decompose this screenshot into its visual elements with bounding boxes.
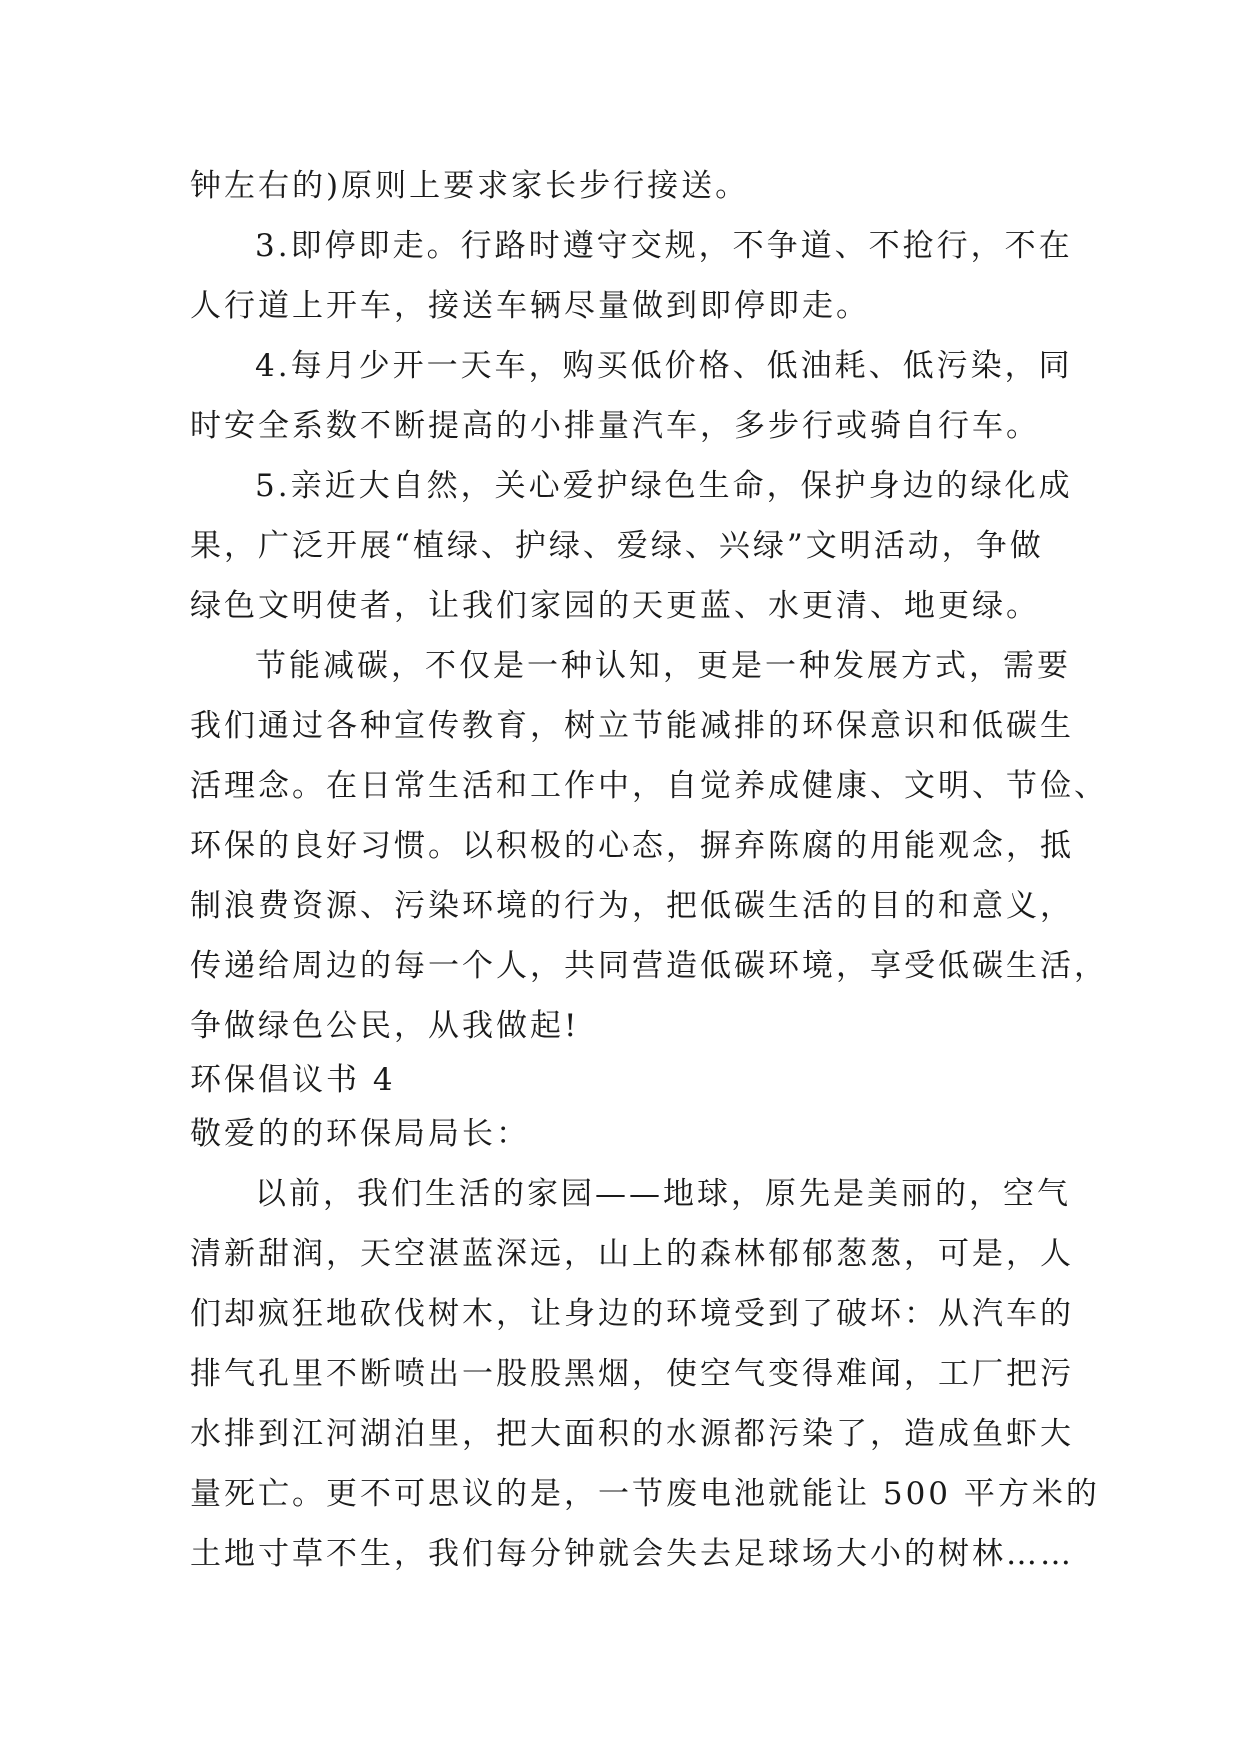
text-line: 环保的良好习惯。以积极的心态，摒弃陈腐的用能观念，抵 bbox=[190, 828, 1074, 864]
text-line: 排气孔里不断喷出一股股黑烟，使空气变得难闻，工厂把污 bbox=[190, 1356, 1074, 1392]
text-line: 制浪费资源、污染环境的行为，把低碳生活的目的和意义， bbox=[190, 888, 1074, 924]
text-line: 人行道上开车，接送车辆尽量做到即停即走。 bbox=[190, 288, 870, 324]
text-line: 水排到江河湖泊里，把大面积的水源都污染了，造成鱼虾大 bbox=[190, 1416, 1074, 1452]
text-line: 钟左右的)原则上要求家长步行接送。 bbox=[190, 168, 750, 204]
text-line: 时安全系数不断提高的小排量汽车，多步行或骑自行车。 bbox=[190, 408, 1040, 444]
text-line: 土地寸草不生，我们每分钟就会失去足球场大小的树林…… bbox=[190, 1536, 1074, 1572]
salutation: 敬爱的的环保局局长： bbox=[190, 1116, 530, 1152]
text-line: 以前，我们生活的家园——地球，原先是美丽的，空气 bbox=[255, 1176, 1071, 1212]
text-line: 节能减碳，不仅是一种认知，更是一种发展方式，需要 bbox=[255, 648, 1071, 684]
text-line: 3.即停即走。行路时遵守交规，不争道、不抢行，不在 bbox=[255, 228, 1073, 264]
text-line: 传递给周边的每一个人，共同营造低碳环境，享受低碳生活， bbox=[190, 948, 1108, 984]
section-heading: 环保倡议书 4 bbox=[190, 1062, 396, 1098]
text-line: 我们通过各种宣传教育，树立节能减排的环保意识和低碳生 bbox=[190, 708, 1074, 744]
text-line: 果，广泛开展“植绿、护绿、爱绿、兴绿”文明活动，争做 bbox=[190, 528, 1044, 564]
text-line: 争做绿色公民，从我做起! bbox=[190, 1008, 580, 1044]
text-line: 量死亡。更不可思议的是，一节废电池就能让 500 平方米的 bbox=[190, 1476, 1100, 1512]
text-line: 5.亲近大自然，关心爱护绿色生命，保护身边的绿化成 bbox=[255, 468, 1073, 504]
text-line: 们却疯狂地砍伐树木，让身边的环境受到了破坏：从汽车的 bbox=[190, 1296, 1074, 1332]
text-line: 活理念。在日常生活和工作中，自觉养成健康、文明、节俭、 bbox=[190, 768, 1108, 804]
text-line: 4.每月少开一天车，购买低价格、低油耗、低污染，同 bbox=[255, 348, 1073, 384]
text-line: 清新甜润，天空湛蓝深远，山上的森林郁郁葱葱，可是，人 bbox=[190, 1236, 1074, 1272]
text-line: 绿色文明使者，让我们家园的天更蓝、水更清、地更绿。 bbox=[190, 588, 1040, 624]
